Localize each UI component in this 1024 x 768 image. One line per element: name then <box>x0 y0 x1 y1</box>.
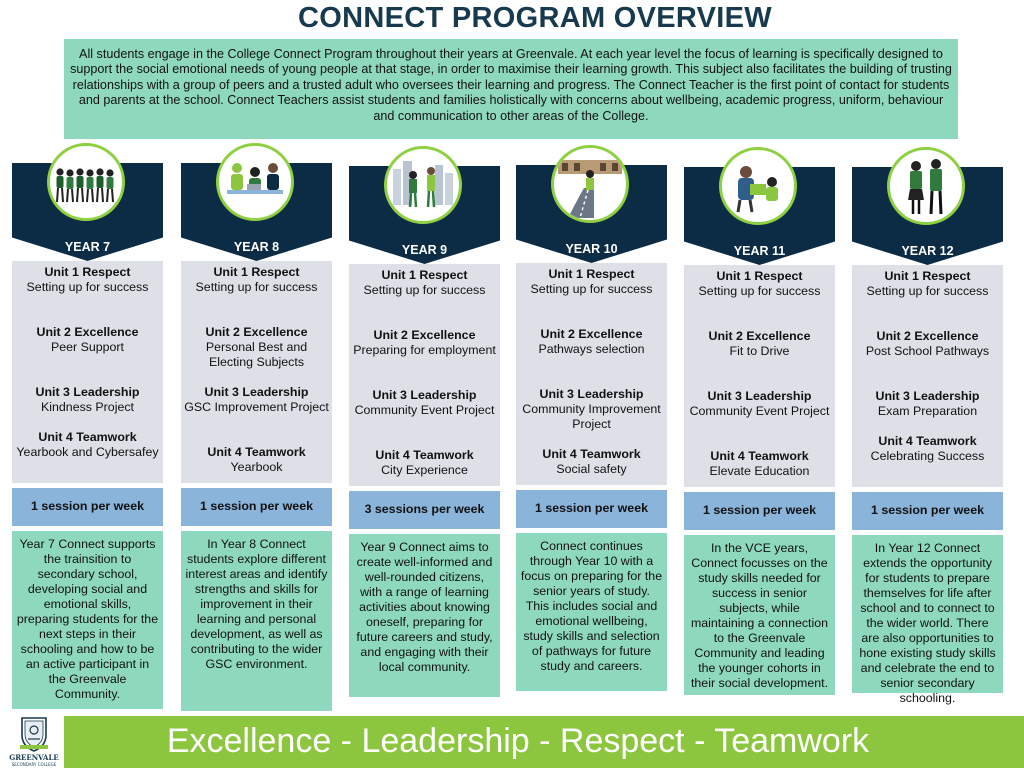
year-description: In Year 12 Connect extends the opportunity for students to prepare themselves for life after school and to connect to the wider world. There are also opportunities to hone existing study skills and celebrate the end to senior secondary schooling. <box>852 535 1003 693</box>
unit-topic: Social safety <box>556 462 627 476</box>
units-panel <box>349 264 500 486</box>
unit-name: Unit 4 Teamwork <box>878 434 977 448</box>
year-description: Year 9 Connect aims to create well-informed and well-rounded citizens, with a range of learning activities about knowing oneself, preparing for future careers and study, and engaging with their local community. <box>349 534 500 697</box>
unit-topic: Community Event Project <box>354 403 495 417</box>
year-label: YEAR 8 <box>233 240 280 254</box>
unit-item <box>518 387 665 432</box>
units-panel <box>852 265 1003 487</box>
unit-item <box>854 269 1001 299</box>
unit-topic: Post School Pathways <box>865 344 990 358</box>
unit-topic: Setting up for success <box>26 280 149 294</box>
unit-name: Unit 1 Respect <box>548 267 635 281</box>
unit-topic: City Experience <box>381 463 468 477</box>
unit-topic: Pathways selection <box>538 342 645 356</box>
unit-item <box>351 388 498 418</box>
unit-name: Unit 2 Excellence <box>205 325 308 339</box>
unit-topic: Setting up for success <box>195 280 318 294</box>
unit-item <box>518 327 665 357</box>
year-description: In Year 8 Connect students explore different interest areas and identify strengths and skills for improvement in their learning and personal development, as well as contributing to the wider GSC environment. <box>181 531 332 711</box>
units-panel <box>516 263 667 485</box>
unit-name: Unit 4 Teamwork <box>207 445 306 459</box>
session-frequency: 1 session per week <box>181 488 332 526</box>
school-crest-icon <box>6 715 62 753</box>
unit-name: Unit 3 Leadership <box>372 388 477 402</box>
unit-name: Unit 4 Teamwork <box>710 449 809 463</box>
unit-item <box>854 434 1001 464</box>
session-frequency: 1 session per week <box>516 490 667 528</box>
unit-name: Unit 1 Respect <box>44 265 131 279</box>
footer-values: Excellence - Leadership - Respect - Teamwork <box>166 722 870 760</box>
unit-topic: Setting up for success <box>530 282 653 296</box>
unit-item <box>518 447 665 477</box>
session-frequency: 3 sessions per week <box>349 491 500 529</box>
unit-topic: Setting up for success <box>363 283 486 297</box>
senior-students-illustration <box>887 147 965 225</box>
unit-item <box>14 325 161 355</box>
unit-name: Unit 2 Excellence <box>540 327 643 341</box>
unit-item <box>183 325 330 370</box>
unit-topic: Yearbook <box>230 460 283 474</box>
unit-name: Unit 2 Excellence <box>876 329 979 343</box>
students-walking-illustration <box>47 143 125 221</box>
unit-item <box>14 265 161 295</box>
year-description: Connect continues through Year 10 with a focus on preparing for the senior years of study. This includes social and emotional wellbeing, study skills and selection of pathways for future study and careers. <box>516 533 667 691</box>
unit-item <box>686 449 833 479</box>
unit-name: Unit 2 Excellence <box>36 325 139 339</box>
unit-item <box>183 265 330 295</box>
unit-name: Unit 3 Leadership <box>35 385 140 399</box>
unit-item <box>351 328 498 358</box>
city-students-illustration <box>384 146 462 224</box>
year-label: YEAR 9 <box>401 243 448 257</box>
unit-item <box>518 267 665 297</box>
group-study-illustration <box>216 143 294 221</box>
college-logo <box>6 715 62 767</box>
year-description: Year 7 Connect supports the trainsition to secondary school, developing social and emotional skills, preparing students for the next steps in their schooling and how to be an active participant in the Greenvale Community. <box>12 531 163 709</box>
unit-topic: Personal Best and Electing Subjects <box>205 340 308 369</box>
unit-name: Unit 1 Respect <box>381 268 468 282</box>
intro-text: All students engage in the College Connect Program throughout their years at Greenvale. At each year level the focus of learning is specifically designed to support the social emotional needs of young people at that stage, in order to maximise their learning growth. This subject also facilitates the building of trusting relationships with a group of peers and a trusted adult who oversees their learning and progress. The Connect Teacher is the first point of contact for students and parents at the school. Connect Teachers assist students and families holistically with concerns about wellbeing, academic progress, uniform, behaviour and communication to other areas of the College. <box>64 39 958 139</box>
unit-item <box>351 448 498 478</box>
session-frequency: 1 session per week <box>852 492 1003 530</box>
unit-name: Unit 4 Teamwork <box>542 447 641 461</box>
unit-item <box>854 389 1001 419</box>
unit-topic: Setting up for success <box>866 284 989 298</box>
pathway-road-illustration <box>551 145 629 223</box>
logo-name: GREENVALE <box>9 753 59 762</box>
unit-topic: Fit to Drive <box>729 344 790 358</box>
unit-name: Unit 2 Excellence <box>373 328 476 342</box>
unit-name: Unit 4 Teamwork <box>38 430 137 444</box>
unit-name: Unit 3 Leadership <box>539 387 644 401</box>
year-label: YEAR 11 <box>733 244 786 258</box>
mentor-reading-illustration <box>719 147 797 225</box>
unit-item <box>854 329 1001 359</box>
units-panel <box>181 261 332 483</box>
session-frequency: 1 session per week <box>12 488 163 526</box>
footer-banner <box>64 716 1024 768</box>
unit-topic: Elevate Education <box>709 464 810 478</box>
units-panel <box>684 265 835 487</box>
year-description: In the VCE years, Connect focusses on the study skills needed for success in senior subjects, while maintaining a connection to the Greenvale Community and leading the younger cohorts in their social development. <box>684 535 835 695</box>
unit-item <box>14 430 161 460</box>
unit-name: Unit 1 Respect <box>213 265 300 279</box>
unit-topic: Celebrating Success <box>870 449 985 463</box>
unit-item <box>686 389 833 419</box>
unit-name: Unit 4 Teamwork <box>375 448 474 462</box>
unit-item <box>183 385 330 415</box>
year-label: YEAR 12 <box>901 244 954 258</box>
unit-item <box>686 269 833 299</box>
unit-name: Unit 2 Excellence <box>708 329 811 343</box>
unit-topic: Preparing for employment <box>353 343 496 357</box>
unit-topic: Exam Preparation <box>877 404 978 418</box>
logo-subtitle: SECONDARY COLLEGE <box>11 762 57 767</box>
page-title: CONNECT PROGRAM OVERVIEW <box>298 2 772 34</box>
unit-item <box>14 385 161 415</box>
unit-name: Unit 1 Respect <box>884 269 971 283</box>
unit-item <box>686 329 833 359</box>
unit-name: Unit 3 Leadership <box>707 389 812 403</box>
unit-topic: Community Event Project <box>689 404 830 418</box>
year-label: YEAR 7 <box>64 240 111 254</box>
session-frequency: 1 session per week <box>684 492 835 530</box>
unit-name: Unit 3 Leadership <box>875 389 980 403</box>
unit-item <box>351 268 498 298</box>
unit-name: Unit 1 Respect <box>716 269 803 283</box>
unit-topic: Kindness Project <box>41 400 134 414</box>
unit-topic: GSC Improvement Project <box>184 400 329 414</box>
unit-topic: Yearbook and Cybersafey <box>16 445 159 459</box>
unit-topic: Setting up for success <box>698 284 821 298</box>
unit-topic: Peer Support <box>50 340 124 354</box>
unit-name: Unit 3 Leadership <box>204 385 309 399</box>
unit-topic: Community Improvement Project <box>522 402 661 431</box>
units-panel <box>12 261 163 483</box>
unit-item <box>183 445 330 475</box>
year-label: YEAR 10 <box>565 242 618 256</box>
